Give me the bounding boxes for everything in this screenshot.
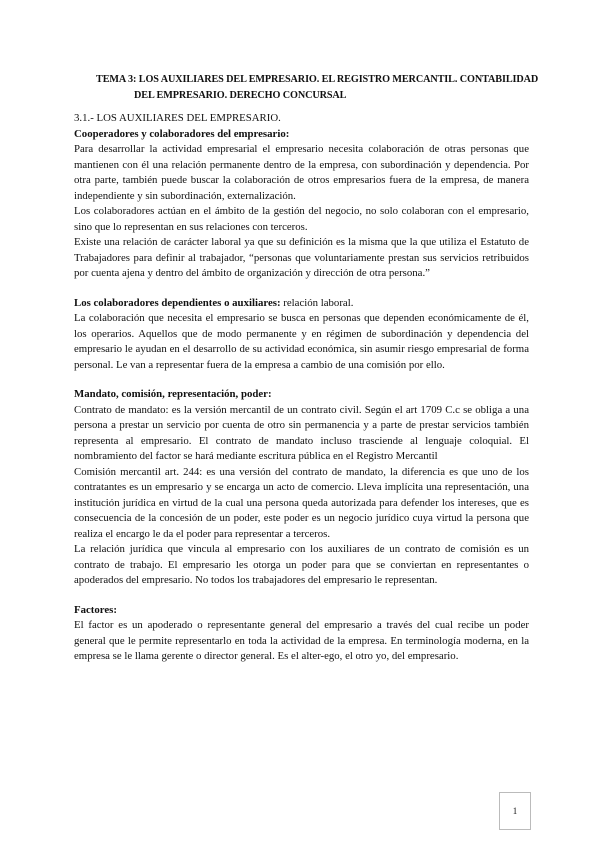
section-subtitle: 3.1.- LOS AUXILIARES DEL EMPRESARIO. [74,112,281,124]
paragraph: La colaboración que necesita el empresario se busca en personas que dependen económicamente de él, los operarios. Aquellos que de modo permanente y en régimen de subordinación y dependencia del empresario le ayudan en el desarrollo de su actividad económica, sin asumir riesgo empresarial de forma personal. Le van a representar fuera de la empresa a cambio de una comisión por ello. [74,312,529,371]
spacer [74,373,529,387]
paragraph: El factor es un apoderado o representante general del empresario a través del cual recibe un poder general que le permite representarlo en toda la actividad de la empresa. En terminología moderna, en la empresa se le llama gerente o director general. Es el alter-ego, el otro yo, del empresario. [74,619,529,662]
heading-mandato: Mandato, comisión, representación, poder: [74,388,272,400]
page-number: 1 [499,792,531,830]
paragraph: Comisión mercantil art. 244: es una versión del contrato de mandato, la diferencia es que uno de los contratantes es un empresario y se encarga un acto de comercio. Lleva implícita una representación, una institución jurídica en virtud de la cual una persona queda autorizada para defender los intereses, que es consecuencia de la concesión de un poder, este poder es un negocio jurídico cuya virtud la persona que realiza el encargo le da el poder para representar a terceros. [74,465,529,540]
paragraph: Los colaboradores actúan en el ámbito de la gestión del negocio, no solo colaboran con el empresario, sino que lo representan en sus relaciones con terceros. [74,205,529,233]
document-body [74,111,529,665]
heading-factores: Factores: [74,603,117,616]
paragraph: La relación jurídica que vincula al empresario con los auxiliares de un contrato de comisión es un contrato de trabajo. El empresario les otorga un poder para que se conviertan en representantes o apoderados del empresario. No todos los trabajadores del empresario le representan. [74,543,529,586]
spacer [74,282,529,296]
heading-cooperadores: Cooperadores y colaboradores del empresario: [74,127,290,140]
heading-dependientes: Los colaboradores dependientes o auxiliares: [74,296,281,309]
heading-dependientes-rest: relación laboral. [280,296,354,309]
document-title [74,72,544,104]
paragraph: Contrato de mandato: es la versión mercantil de un contrato civil. Según el art 1709 C.c se obliga a una persona a prestar un servicio por cuenta de otro sin permanencia y a parte de prestar servicios también representa al empresario. El contrato de mandato incluso trasciende al lenguaje coloquial. El nombramiento del factor se hará mediante escritura pública en el Registro Mercantil [74,403,529,462]
spacer [74,589,529,603]
heading-dependientes-line [74,296,529,312]
paragraph: Existe una relación de carácter laboral ya que su definición es la misma que la que utiliza el Estatuto de Trabajadores para definir al trabajador, “personas que voluntariamente prestan sus servicios retribuidos por cuenta ajena y dentro del ámbito de organización y dirección de otra persona.” [74,236,529,279]
paragraph: Para desarrollar la actividad empresarial el empresario necesita colaboración de otras personas que mantienen con él una relación permanente dentro de la empresa, con subordinación y dependencia. Por otra parte, también puede buscar la colaboración de otros empresarios fuera de la empresa, de manera independiente y sin subordinación, externalización. [74,143,529,202]
title-line-2: DEL EMPRESARIO. DERECHO CONCURSAL [134,90,347,101]
title-line-1: TEMA 3: LOS AUXILIARES DEL EMPRESARIO. EL REGISTRO MERCANTIL. CONTABILIDAD [96,74,539,85]
